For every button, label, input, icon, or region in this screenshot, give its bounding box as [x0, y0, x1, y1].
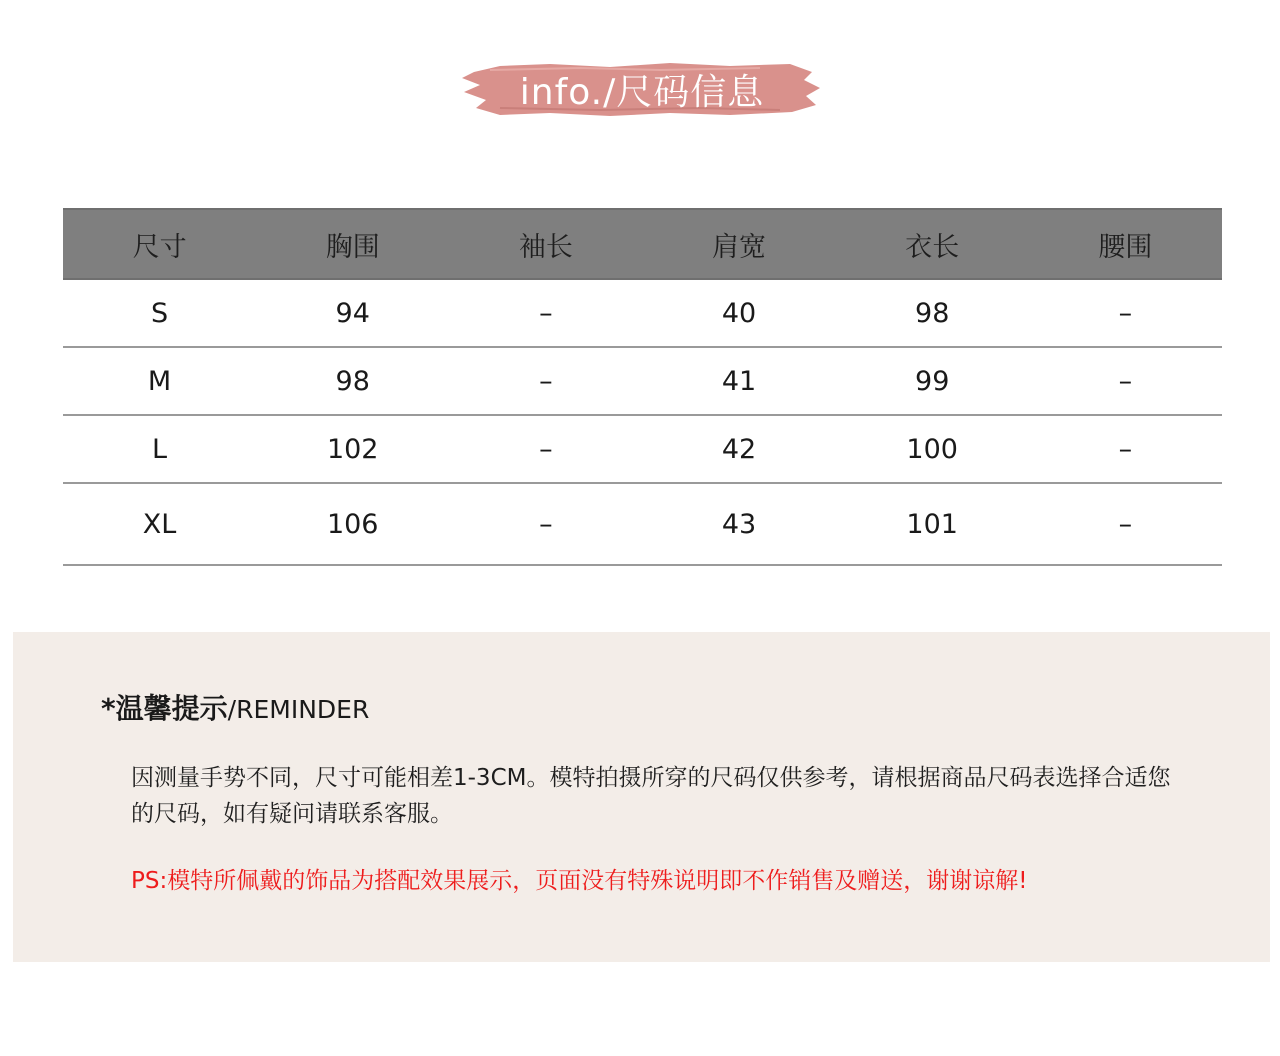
reminder-title-cn: 温馨提示 [115, 692, 228, 725]
table-row [63, 347, 1222, 415]
col-header-sleeve: 袖长 [449, 209, 642, 279]
reminder-panel [13, 632, 1270, 962]
cell-size: S [63, 279, 256, 347]
cell-length: 99 [836, 347, 1029, 415]
cell-shoulder: 42 [642, 415, 835, 483]
title-banner [460, 58, 824, 120]
cell-waist: – [1029, 279, 1222, 347]
size-table [63, 208, 1222, 566]
reminder-body-text: 因测量手势不同，尺寸可能相差1-3CM。模特拍摄所穿的尺码仅供参考，请根据商品尺码表选择合适您的尺码，如有疑问请联系客服。 [131, 765, 1171, 827]
cell-shoulder: 41 [642, 347, 835, 415]
reminder-ps-text: PS:模特所佩戴的饰品为搭配效果展示，页面没有特殊说明即不作销售及赠送，谢谢谅解! [131, 868, 1028, 894]
cell-chest: 94 [256, 279, 449, 347]
cell-size: M [63, 347, 256, 415]
table-row [63, 483, 1222, 565]
cell-shoulder: 40 [642, 279, 835, 347]
table-row [63, 279, 1222, 347]
reminder-title-en: /REMINDER [227, 695, 370, 724]
cell-waist: – [1029, 483, 1222, 565]
cell-waist: – [1029, 347, 1222, 415]
cell-chest: 106 [256, 483, 449, 565]
cell-shoulder: 43 [642, 483, 835, 565]
cell-size: L [63, 415, 256, 483]
cell-length: 101 [836, 483, 1029, 565]
banner-title: info./尺码信息 [519, 71, 765, 113]
cell-chest: 102 [256, 415, 449, 483]
reminder-title [101, 687, 369, 727]
cell-waist: – [1029, 415, 1222, 483]
col-header-shoulder: 肩宽 [642, 209, 835, 279]
cell-length: 98 [836, 279, 1029, 347]
cell-size: XL [63, 483, 256, 565]
col-header-size: 尺寸 [63, 209, 256, 279]
cell-sleeve: – [449, 483, 642, 565]
cell-sleeve: – [449, 279, 642, 347]
col-header-chest: 胸围 [256, 209, 449, 279]
cell-sleeve: – [449, 347, 642, 415]
cell-chest: 98 [256, 347, 449, 415]
table-header-row [63, 209, 1222, 279]
col-header-waist: 腰围 [1029, 209, 1222, 279]
reminder-star: * [101, 692, 116, 725]
col-header-length: 衣长 [836, 209, 1029, 279]
table-row [63, 415, 1222, 483]
cell-sleeve: – [449, 415, 642, 483]
cell-length: 100 [836, 415, 1029, 483]
